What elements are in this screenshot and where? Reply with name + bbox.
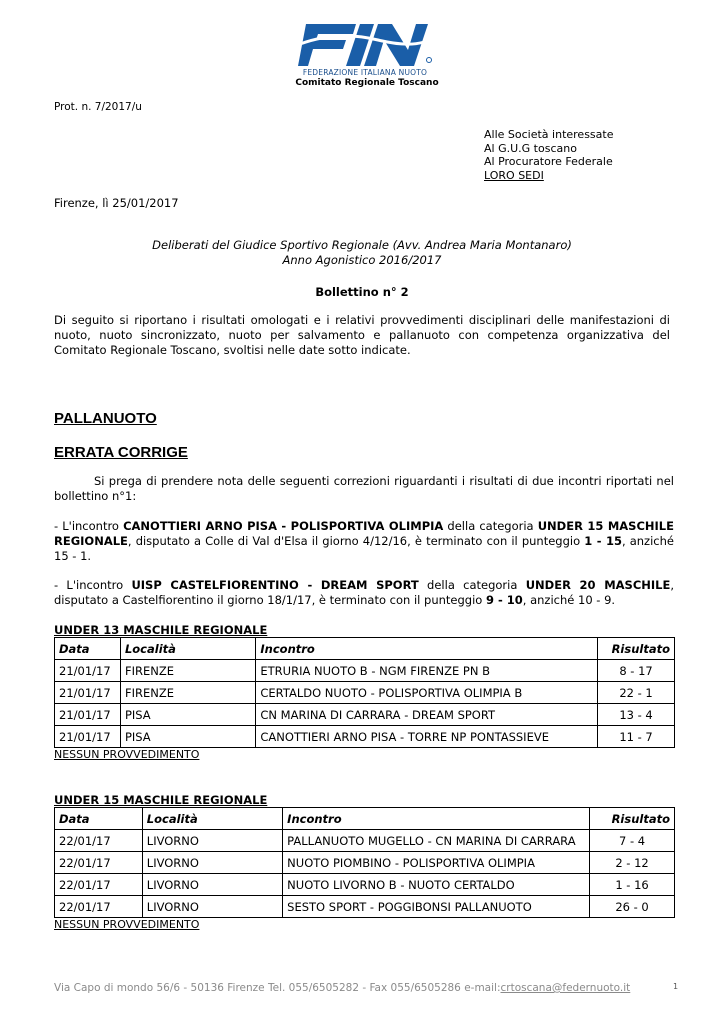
no-measures-note: NESSUN PROVVEDIMENTO	[54, 748, 200, 761]
cell-date: 22/01/17	[55, 830, 143, 852]
footer-address-text: Via Capo di mondo 56/6 - 50136 Firenze Tel. 055/6505282 - Fax 055/6505286 e-mail:	[54, 982, 501, 994]
cell-match: ETRURIA NUOTO B - NGM FIRENZE PN B	[256, 660, 598, 682]
cell-date: 22/01/17	[55, 896, 143, 918]
correction-text: , disputato a Colle di Val d'Elsa il giorno 4/12/16, è terminato con il punteggio	[127, 534, 585, 548]
recipient-line: Al Procuratore Federale	[484, 155, 613, 168]
errata-title: ERRATA CORRIGE	[54, 444, 188, 461]
correction-text: , disputato a Castelfiorentino il giorno 18/1/17, è terminato con il punteggio	[54, 578, 674, 607]
protocol-number: Prot. n. 7/2017/u	[54, 101, 142, 113]
cell-match: NUOTO LIVORNO B - NUOTO CERTALDO	[283, 874, 590, 896]
correction-match: UISP CASTELFIORENTINO - DREAM SPORT	[131, 578, 419, 592]
cell-date: 21/01/17	[55, 682, 121, 704]
cell-match: CANOTTIERI ARNO PISA - TORRE NP PONTASSIEVE	[256, 726, 598, 748]
table-row	[55, 830, 675, 852]
correction-text: , anziché 10 - 9.	[522, 593, 616, 607]
table-row	[55, 704, 675, 726]
no-measures-note: NESSUN PROVVEDIMENTO	[54, 918, 200, 931]
table-row	[55, 682, 675, 704]
correction-match: CANOTTIERI ARNO PISA - POLISPORTIVA OLIMPIA	[123, 519, 444, 533]
table-row	[55, 852, 675, 874]
correction-category: UNDER 20 MASCHILE	[525, 578, 671, 592]
table-row	[55, 874, 675, 896]
cell-date: 22/01/17	[55, 874, 143, 896]
table-title: UNDER 15 MASCHILE REGIONALE	[54, 793, 268, 807]
cell-location: LIVORNO	[142, 852, 282, 874]
table-row	[55, 660, 675, 682]
bulletin-title: Bollettino n° 2	[315, 285, 409, 299]
fin-logo	[298, 22, 438, 68]
cell-result: 13 - 4	[598, 704, 675, 726]
cell-location: PISA	[120, 704, 255, 726]
correction-text: - L'incontro	[54, 519, 124, 533]
cell-location: LIVORNO	[142, 874, 282, 896]
cell-result: 8 - 17	[598, 660, 675, 682]
cell-date: 21/01/17	[55, 660, 121, 682]
table-header-row	[55, 808, 675, 830]
section-title: PALLANUOTO	[54, 410, 157, 427]
cell-location: PISA	[120, 726, 255, 748]
correction-score: 1 - 15	[584, 534, 622, 548]
footer-email-link[interactable]: crtoscana@federnuoto.it	[500, 982, 631, 994]
cell-date: 22/01/17	[55, 852, 143, 874]
place-date: Firenze, lì 25/01/2017	[54, 196, 179, 210]
recipient-line: LORO SEDI	[484, 168, 544, 182]
cell-date: 21/01/17	[55, 704, 121, 726]
correction-2	[54, 578, 674, 608]
correction-text: - L'incontro	[54, 578, 132, 592]
correction-text: della categoria	[443, 519, 538, 533]
federation-name: FEDERAZIONE ITALIANA NUOTO	[302, 68, 428, 77]
table-row	[55, 726, 675, 748]
intro-paragraph: Di seguito si riportano i risultati omologati e i relativi provvedimenti disciplinari delle manifestazioni di nuoto, nuoto sincronizzato, nuoto per salvamento e pallanuoto con competenza organizzativa del Comitato Regionale Toscano, svoltisi nelle date sotto indicate.	[54, 313, 670, 357]
col-header-date: Data	[55, 808, 143, 830]
deliberation-heading	[54, 238, 670, 268]
correction-category: UNDER 15 MASCHILE REGIONALE	[54, 519, 674, 548]
results-table-u15	[54, 807, 675, 918]
table-title: UNDER 13 MASCHILE REGIONALE	[54, 623, 268, 637]
col-header-location: Località	[120, 638, 255, 660]
cell-match: CN MARINA DI CARRARA - DREAM SPORT	[256, 704, 598, 726]
col-header-result: Risultato	[598, 638, 675, 660]
col-header-match: Incontro	[256, 638, 598, 660]
recipient-line: Al G.U.G toscano	[484, 141, 577, 155]
cell-match: CERTALDO NUOTO - POLISPORTIVA OLIMPIA B	[256, 682, 598, 704]
cell-location: LIVORNO	[142, 896, 282, 918]
cell-result: 7 - 4	[590, 830, 675, 852]
cell-date: 21/01/17	[55, 726, 121, 748]
deliberation-line: Deliberati del Giudice Sportivo Regionale (Avv. Andrea Maria Montanaro)	[152, 238, 572, 252]
col-header-result: Risultato	[590, 808, 675, 830]
cell-match: NUOTO PIOMBINO - POLISPORTIVA OLIMPIA	[283, 852, 590, 874]
col-header-date: Data	[55, 638, 121, 660]
correction-score: 9 - 10	[485, 593, 523, 607]
cell-location: FIRENZE	[120, 660, 255, 682]
col-header-location: Località	[142, 808, 282, 830]
cell-location: FIRENZE	[120, 682, 255, 704]
errata-intro: Si prega di prendere nota delle seguenti correzioni riguardanti i risultati di due incontri riportati nel bollettino n°1:	[54, 474, 674, 503]
cell-result: 2 - 12	[590, 852, 675, 874]
cell-result: 11 - 7	[598, 726, 675, 748]
deliberation-line: Anno Agonistico 2016/2017	[282, 253, 442, 267]
cell-location: LIVORNO	[142, 830, 282, 852]
cell-result: 26 - 0	[590, 896, 675, 918]
cell-result: 1 - 16	[590, 874, 675, 896]
results-table-u13	[54, 637, 675, 748]
recipients-block	[484, 128, 613, 182]
footer-address	[54, 982, 630, 994]
cell-match: PALLANUOTO MUGELLO - CN MARINA DI CARRARA	[283, 830, 590, 852]
correction-text: della categoria	[418, 578, 526, 592]
correction-1	[54, 519, 674, 564]
col-header-match: Incontro	[283, 808, 590, 830]
table-header-row	[55, 638, 675, 660]
table-row	[55, 896, 675, 918]
page-number: 1	[673, 982, 679, 991]
cell-match: SESTO SPORT - POGGIBONSI PALLANUOTO	[283, 896, 590, 918]
recipient-line: Alle Società interessate	[484, 128, 614, 141]
correction-text: , anziché 15 - 1.	[54, 534, 674, 563]
committee-name: Comitato Regionale Toscano	[295, 78, 439, 88]
cell-result: 22 - 1	[598, 682, 675, 704]
